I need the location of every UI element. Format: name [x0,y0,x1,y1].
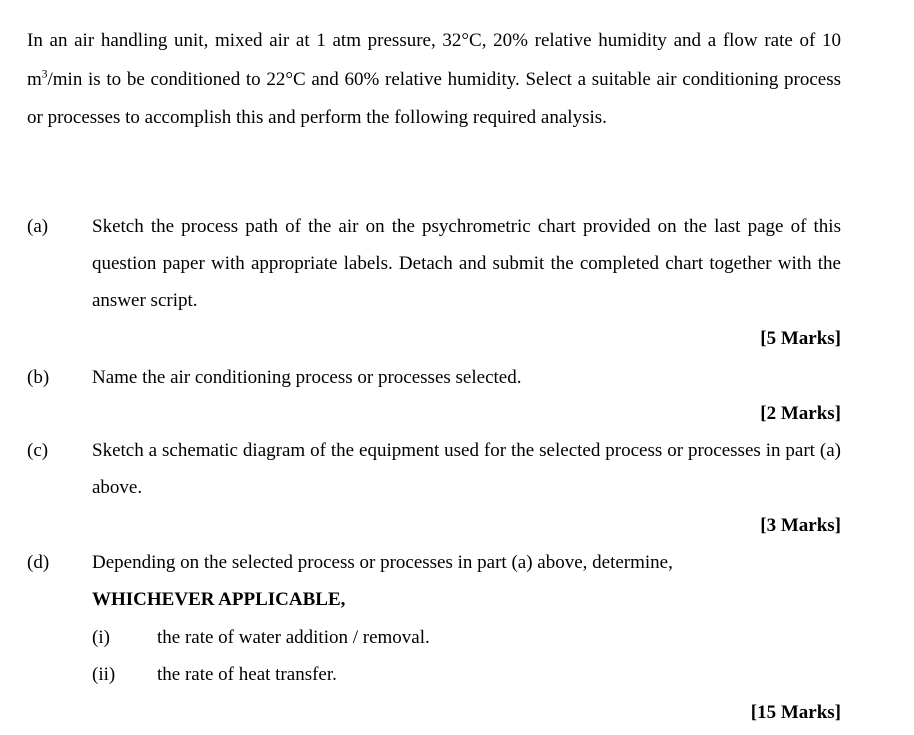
intro-text-2: /min is to be conditioned to 22°C and 60% relative humidity. Select a suitable air conditioning process or processes to accomplish this and perform the following required analysis. [27,68,841,128]
question-d-sub-i-label: (i) [92,627,110,648]
question-d-sub-ii-label: (ii) [92,664,116,685]
question-a [27,208,841,318]
question-d-sub-i [92,619,841,656]
question-d-sub-ii [92,656,841,693]
question-d-sub-ii-text: the rate of heat transfer. [157,664,337,685]
question-b-label: (b) [27,367,50,388]
intro-paragraph [27,22,841,138]
question-d-marks: [15 Marks] [750,702,841,723]
question-d-label: (d) [27,552,50,573]
question-a-text: Sketch the process path of the air on the psychrometric chart provided on the last page of this question paper with appropriate labels. Detach and submit the completed chart together with the answer script. [92,216,841,311]
question-c-label: (c) [27,440,49,461]
question-d [27,544,841,618]
intro-superscript: 3 [41,68,48,81]
question-d-text [92,544,841,618]
question-b-text: Name the air conditioning process or processes selected. [92,367,522,388]
question-a-marks: [5 Marks] [760,328,841,349]
question-d-sub-i-text: the rate of water addition / removal. [157,627,430,648]
question-c-marks: [3 Marks] [760,515,841,536]
question-c-text: Sketch a schematic diagram of the equipment used for the selected process or processes in part (a) above. [92,440,841,498]
intro-text-1: In an air handling unit, mixed air at 1 atm pressure, 32°C, 20% relative humidity and a flow rate of 10 m [27,30,841,90]
question-d-body: Depending on the selected process or processes in part (a) above, determine, [92,552,673,573]
question-d-emphasis: WHICHEVER APPLICABLE, [92,589,346,610]
question-a-label: (a) [27,216,49,237]
question-b [27,359,841,396]
question-c [27,432,841,506]
question-b-marks: [2 Marks] [760,403,841,424]
